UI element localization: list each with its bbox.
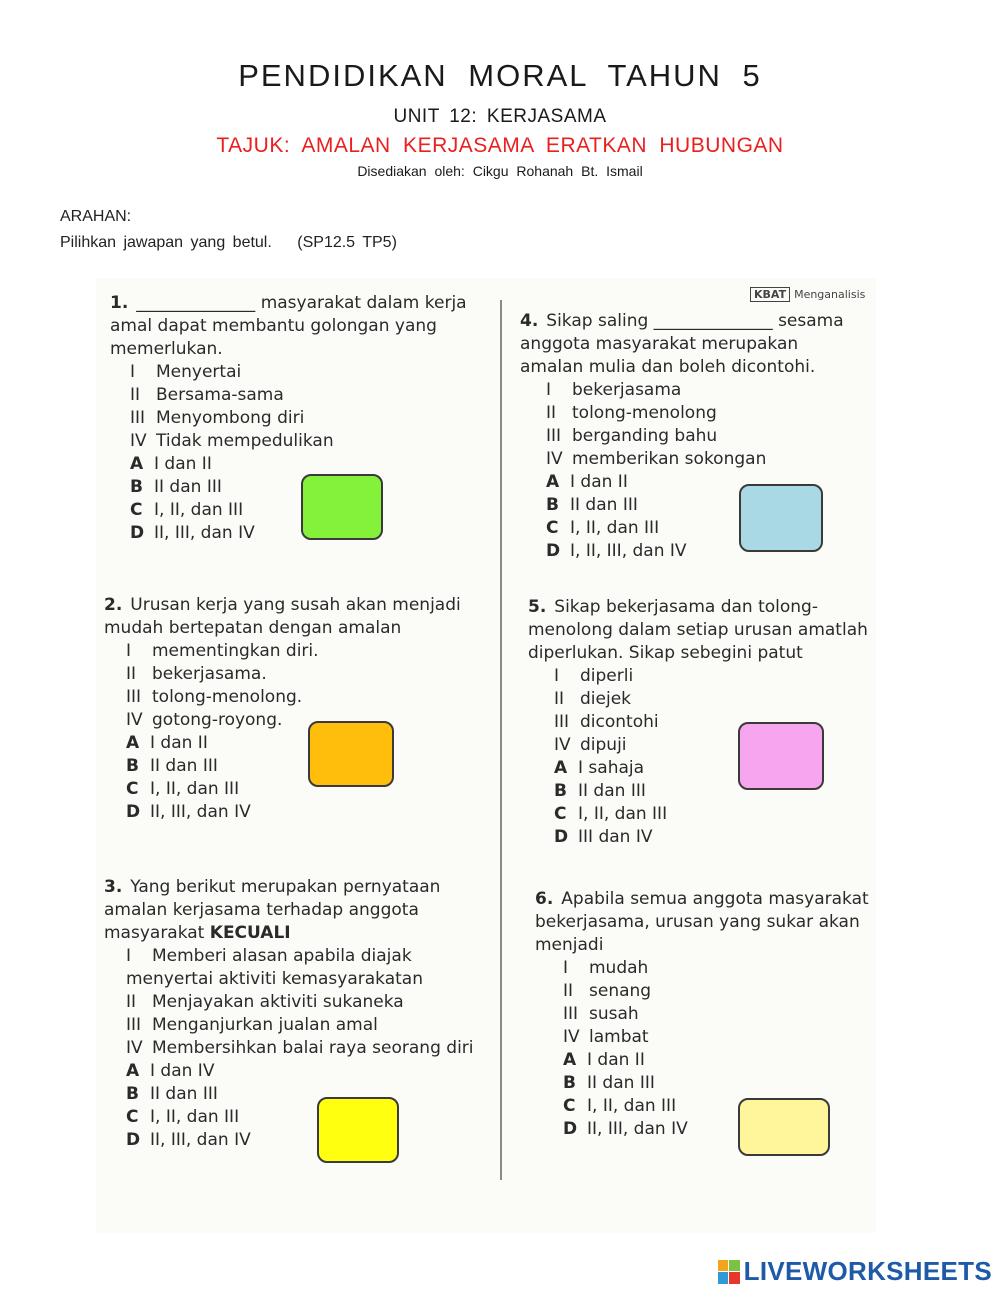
answer-option: A I dan II bbox=[126, 733, 208, 753]
answer-option: A I dan IV bbox=[126, 1061, 215, 1081]
instructions-body: Pilihkan jawapan yang betul. bbox=[60, 234, 272, 251]
answer-option: C I, II, dan III bbox=[130, 500, 244, 520]
question-item: I Menyertai bbox=[130, 362, 242, 382]
kecuali-keyword: KECUALI bbox=[209, 923, 291, 943]
answer-option: D II, III, dan IV bbox=[563, 1119, 688, 1139]
answer-box-q2[interactable] bbox=[308, 721, 394, 787]
answer-option: D II, III, dan IV bbox=[126, 802, 251, 822]
prepared-by: Disediakan oleh: Cikgu Rohanah Bt. Ismail bbox=[357, 163, 643, 179]
question-item: IV Membersihkan balai raya seorang diri bbox=[126, 1038, 474, 1058]
question-item: IV lambat bbox=[563, 1027, 649, 1047]
question-item: IV gotong-royong. bbox=[126, 710, 283, 730]
question-item: IV Tidak mempedulikan bbox=[130, 431, 334, 451]
question-item: II Bersama-sama bbox=[130, 385, 284, 405]
answer-option: C I, II, dan III bbox=[546, 518, 660, 538]
question-item: I diperli bbox=[554, 666, 634, 686]
question-6-stem: 6. Apabila semua anggota masyarakat bekerjasama, urusan yang sukar akan menjadi bbox=[535, 889, 869, 955]
answer-option: B II dan III bbox=[554, 781, 646, 801]
answer-option: D I, II, III, dan IV bbox=[546, 541, 687, 561]
question-item: IV memberikan sokongan bbox=[546, 449, 767, 469]
question-6 bbox=[535, 888, 895, 1141]
answer-box-q5[interactable] bbox=[738, 722, 824, 790]
answer-option: A I dan II bbox=[563, 1050, 645, 1070]
liveworksheets-logo bbox=[718, 1256, 992, 1287]
question-1-stem: 1. ______________ masyarakat dalam kerja amal dapat membantu golongan yang memerlukan. bbox=[110, 293, 467, 359]
question-5-stem: 5. Sikap bekerjasama dan tolong-menolong dalam setiap urusan amatlah diperlukan. Sikap sebegini patut bbox=[528, 597, 868, 663]
question-2 bbox=[104, 594, 489, 824]
question-item: II tolong-menolong bbox=[546, 403, 717, 423]
question-item: I mementingkan diri. bbox=[126, 641, 319, 661]
worksheet-title: PENDIDIKAN MORAL TAHUN 5 bbox=[238, 58, 762, 93]
answer-option: B II dan III bbox=[546, 495, 638, 515]
answer-option: A I dan II bbox=[546, 472, 628, 492]
kbat-badge: KBAT bbox=[750, 287, 790, 302]
answer-option: A I sahaja bbox=[554, 758, 645, 778]
question-1 bbox=[110, 292, 485, 545]
liveworksheets-logo-icon bbox=[718, 1260, 740, 1284]
answer-option: C I, II, dan III bbox=[126, 779, 240, 799]
kbat-tag bbox=[750, 288, 865, 301]
answer-option: C I, II, dan III bbox=[563, 1096, 677, 1116]
question-item: II Menjayakan aktiviti sukaneka bbox=[126, 992, 404, 1012]
answer-box-q4[interactable] bbox=[739, 484, 823, 552]
question-item: III Menyombong diri bbox=[130, 408, 305, 428]
answer-box-q3[interactable] bbox=[317, 1097, 399, 1163]
answer-box-q1[interactable] bbox=[301, 474, 383, 540]
unit-heading: UNIT 12: KERJASAMA bbox=[393, 106, 607, 127]
question-item: II diejek bbox=[554, 689, 631, 709]
question-item: I bekerjasama bbox=[546, 380, 682, 400]
question-item: I mudah bbox=[563, 958, 649, 978]
liveworksheets-wordmark: LIVEWORKSHEETS bbox=[743, 1256, 992, 1286]
answer-option: A I dan II bbox=[130, 454, 212, 474]
question-4-stem: 4. Sikap saling ______________ sesama anggota masyarakat merupakan amalan mulia dan boleh dicontohi. bbox=[520, 311, 844, 377]
answer-option: D II, III, dan IV bbox=[130, 523, 255, 543]
question-item: IV dipuji bbox=[554, 735, 627, 755]
answer-option: D III dan IV bbox=[554, 827, 653, 847]
question-3 bbox=[104, 876, 496, 1152]
answer-box-q6[interactable] bbox=[738, 1098, 830, 1156]
question-item: I Memberi alasan apabila diajak menyertai aktiviti kemasyarakatan bbox=[126, 946, 423, 989]
question-item: III Menganjurkan jualan amal bbox=[126, 1015, 378, 1035]
answer-option: C I, II, dan III bbox=[554, 804, 668, 824]
kbat-label: Menganalisis bbox=[794, 288, 866, 301]
instructions-code: (SP12.5 TP5) bbox=[297, 234, 397, 251]
answer-option: B II dan III bbox=[563, 1073, 655, 1093]
topic-heading: TAJUK: AMALAN KERJASAMA ERATKAN HUBUNGAN bbox=[216, 134, 784, 157]
question-item: III tolong-menolong. bbox=[126, 687, 303, 707]
question-5 bbox=[528, 596, 883, 849]
column-divider bbox=[500, 300, 502, 1180]
answer-option: C I, II, dan III bbox=[126, 1107, 240, 1127]
question-2-stem: 2. Urusan kerja yang susah akan menjadi mudah bertepatan dengan amalan bbox=[104, 595, 461, 638]
answer-option: B II dan III bbox=[130, 477, 222, 497]
question-item: III dicontohi bbox=[554, 712, 659, 732]
instructions-text bbox=[60, 234, 397, 252]
answer-option: B II dan III bbox=[126, 756, 218, 776]
answer-option: D II, III, dan IV bbox=[126, 1130, 251, 1150]
question-item: II senang bbox=[563, 981, 652, 1001]
question-item: II bekerjasama. bbox=[126, 664, 267, 684]
question-item: III susah bbox=[563, 1004, 639, 1024]
question-item: III berganding bahu bbox=[546, 426, 718, 446]
question-3-stem: 3. Yang berikut merupakan pernyataan amalan kerjasama terhadap anggota masyarakat KECUALI bbox=[104, 877, 441, 943]
answer-option: B II dan III bbox=[126, 1084, 218, 1104]
instructions-label: ARAHAN: bbox=[60, 208, 132, 225]
